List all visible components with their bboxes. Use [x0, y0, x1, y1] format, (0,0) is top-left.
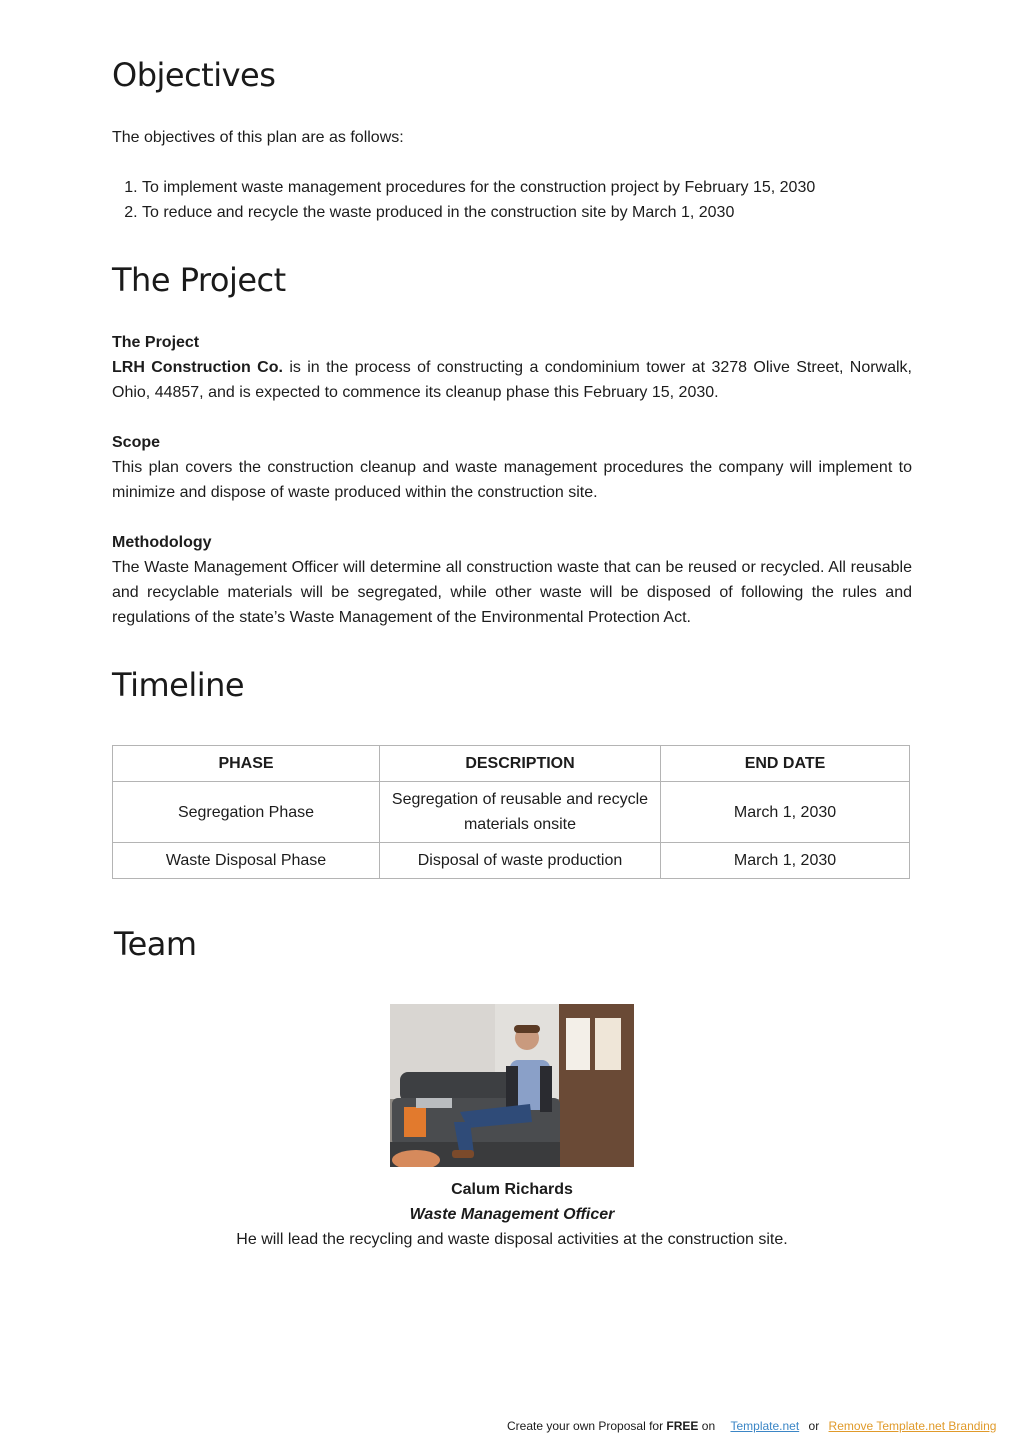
- branding-footer: [507, 1419, 996, 1433]
- member-role: Waste Management Officer: [409, 1206, 615, 1223]
- project-heading: The Project: [112, 261, 286, 299]
- footer-free: FREE: [666, 1419, 699, 1433]
- table-cell: March 1, 2030: [661, 782, 910, 843]
- column-header-phase: PHASE: [113, 746, 380, 782]
- table-header-row: [113, 746, 910, 782]
- table-cell: Segregation Phase: [113, 782, 380, 843]
- template-net-link[interactable]: Template.net: [730, 1419, 800, 1433]
- methodology-body: The Waste Management Officer will determine all construction waste that can be reused or recycled. All reusable and recyclable materials will be segregated, while other waste will be disposed of following the rules and regulations of the state’s Waste Management of the Environmental Protection Act.: [112, 559, 912, 626]
- project-label: The Project: [112, 334, 200, 351]
- member-name: Calum Richards: [451, 1181, 573, 1198]
- member-description: He will lead the recycling and waste disposal activities at the construction site.: [236, 1231, 788, 1248]
- objectives-list: [112, 175, 815, 225]
- objective-item: 1. To implement waste management procedures for the construction project by February 15, 2030: [142, 175, 815, 200]
- remove-branding-link[interactable]: Remove Template.net Branding: [828, 1419, 997, 1433]
- footer-on: on: [698, 1419, 716, 1433]
- scope-label: Scope: [112, 434, 161, 451]
- team-heading: Team: [114, 925, 197, 963]
- table-cell: March 1, 2030: [661, 843, 910, 879]
- objective-item: 2. To reduce and recycle the waste produced in the construction site by March 1, 2030: [142, 200, 815, 225]
- timeline-heading: Timeline: [112, 666, 245, 704]
- project-description: is in the process of constructing a condominium tower at 3278 Olive Street, Norwalk, Ohio, 44857, and is expected to commence its cleanup phase this February 15, 2030.: [112, 359, 912, 401]
- project-body: [112, 355, 912, 405]
- table-cell: Waste Disposal Phase: [113, 843, 380, 879]
- team-member-photo: [390, 1004, 634, 1167]
- column-header-description: DESCRIPTION: [380, 746, 661, 782]
- methodology-label: Methodology: [112, 534, 212, 551]
- table-cell: Segregation of reusable and recycle materials onsite: [380, 782, 661, 843]
- project-section: [112, 330, 912, 405]
- timeline-table: [112, 745, 910, 879]
- footer-or: or: [808, 1419, 820, 1433]
- column-header-end-date: END DATE: [661, 746, 910, 782]
- scope-section: [112, 430, 912, 505]
- objectives-heading: Objectives: [112, 56, 276, 94]
- table-row: [113, 782, 910, 843]
- company-name: LRH Construction Co.: [112, 359, 283, 376]
- table-row: [113, 843, 910, 879]
- table-cell: Disposal of waste production: [380, 843, 661, 879]
- methodology-section: [112, 530, 912, 630]
- scope-body: This plan covers the construction cleanup and waste management procedures the company will implement to minimize and dispose of waste produced within the construction site.: [112, 459, 912, 501]
- team-member-card: [112, 1177, 912, 1252]
- footer-prefix: Create your own Proposal for: [507, 1419, 667, 1433]
- objectives-intro: The objectives of this plan are as follows:: [112, 129, 404, 146]
